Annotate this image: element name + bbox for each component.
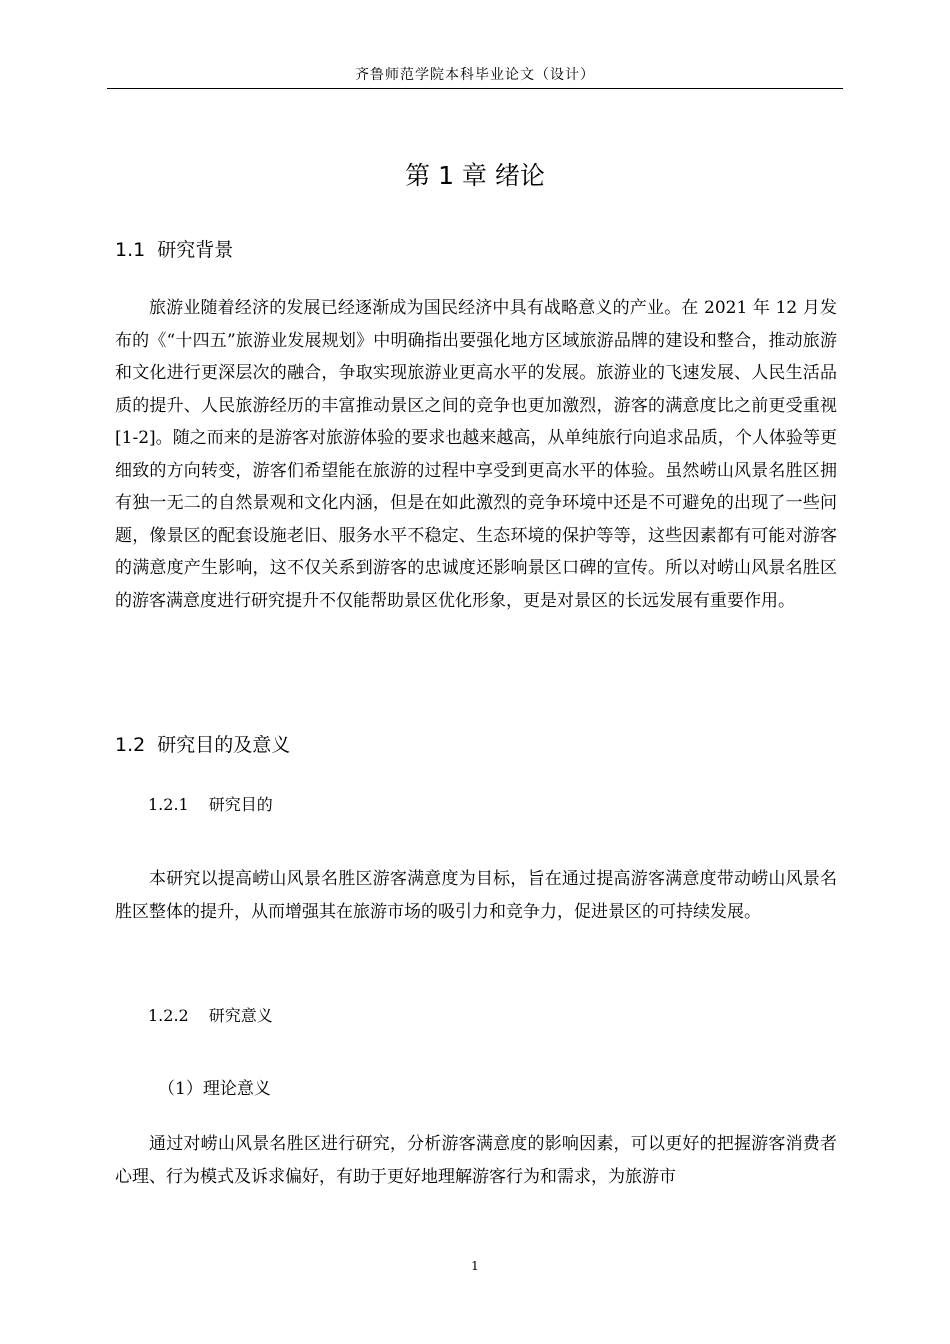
- subsection-number: 1.2.1: [148, 795, 189, 814]
- section-title: 研究背景: [157, 239, 234, 261]
- subsection-heading-1-2-1: [148, 792, 273, 818]
- subsection-number: 1.2.2: [148, 1006, 189, 1025]
- subsection-heading-1-2-2: [148, 1003, 273, 1029]
- list-item-theory: （1）理论意义: [158, 1079, 271, 1099]
- running-header: 齐鲁师范学院本科毕业论文（设计）: [355, 67, 595, 83]
- section-heading-1-1: [115, 235, 233, 265]
- header-rule: [107, 88, 843, 89]
- paragraph-purpose: 本研究以提高崂山风景名胜区游客满意度为目标，旨在通过提高游客满意度带动崂山风景名胜区整体的提升，从而增强其在旅游市场的吸引力和竞争力，促进景区的可持续发展。: [115, 869, 837, 922]
- subsection-title: 研究意义: [208, 1006, 273, 1025]
- section-number: 1.2: [115, 734, 146, 756]
- section-title: 研究目的及意义: [157, 734, 291, 756]
- chapter-title: 第 1 章 绪论: [405, 161, 545, 190]
- paragraph-background: 旅游业随着经济的发展已经逐渐成为国民经济中具有战略意义的产业。在 2021 年 12 月发布的《“十四五”旅游业发展规划》中明确指出要强化地方区域旅游品牌的建设和整合，推动旅游和文化进行更深层次的融合，争取实现旅游业更高水平的发展。旅游业的飞速发展、人民生活品质的提升、人民旅游经历的丰富推动景区之间的竞争也更加激烈，游客的满意度比之前更受重视[1-2]。随之而来的是游客对旅游体验的要求也越来越高，从单纯旅行向追求品质，个人体验等更细致的方向转变，游客们希望能在旅游的过程中享受到更高水平的体验。虽然崂山风景名胜区拥有独一无二的自然景观和文化内涵，但是在如此激烈的竞争环境中还是不可避免的出现了一些问题，像景区的配套设施老旧、服务水平不稳定、生态环境的保护等等，这些因素都有可能对游客的满意度产生影响，这不仅关系到游客的忠诚度还影响景区口碑的宣传。所以对崂山风景名胜区的游客满意度进行研究提升不仅能帮助景区优化形象，更是对景区的长远发展有重要作用。: [115, 298, 837, 611]
- subsection-title: 研究目的: [208, 795, 273, 814]
- page-number: 1: [471, 1259, 479, 1273]
- paragraph-theory: 通过对崂山风景名胜区进行研究，分析游客满意度的影响因素，可以更好的把握游客消费者心理、行为模式及诉求偏好，有助于更好地理解游客行为和需求，为旅游市: [115, 1134, 837, 1187]
- section-heading-1-2: [115, 730, 290, 760]
- section-number: 1.1: [115, 239, 146, 261]
